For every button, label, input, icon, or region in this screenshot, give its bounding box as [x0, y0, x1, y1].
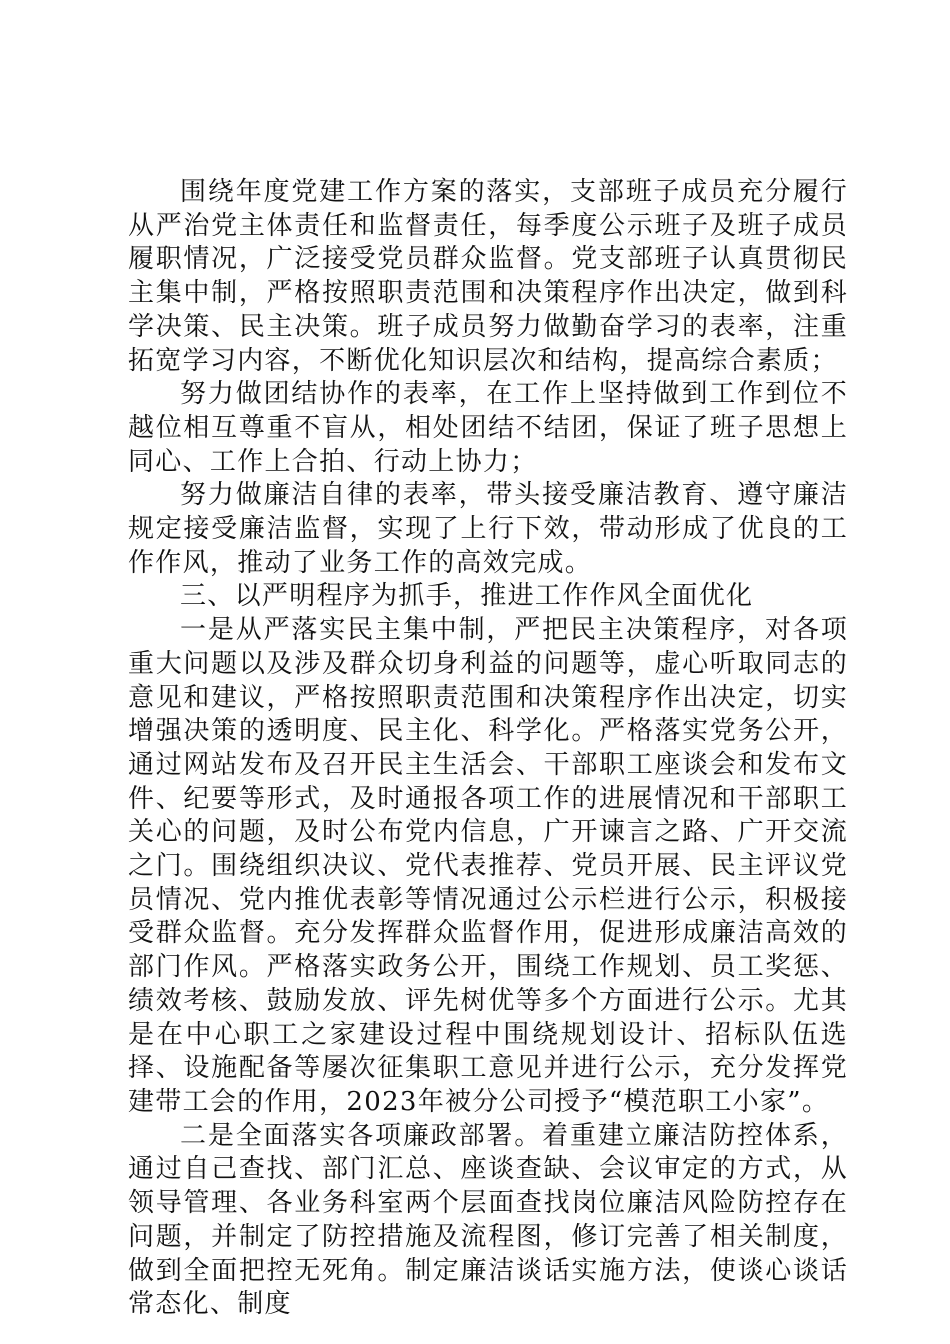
paragraph-unity: 努力做团结协作的表率，在工作上坚持做到工作到位不越位相互尊重不盲从，相处团结不结团，保证了班子思想上同心、工作上合拍、行动上协力； [128, 379, 848, 477]
paragraph-team-duties: 围绕年度党建工作方案的落实，支部班子成员充分履行从严治党主体责任和监督责任，每季度公示班子及班子成员履职情况，广泛接受党员群众监督。党支部班子认真贯彻民主集中制，严格按照职责范围和决策程序作出决定，做到科学决策、民主决策。班子成员努力做勤奋学习的表率，注重拓宽学习内容，不断优化知识层次和结构，提高综合素质； [128, 177, 848, 376]
paragraph-integrity: 努力做廉洁自律的表率，带头接受廉洁教育、遵守廉洁规定接受廉洁监督，实现了上行下效，带动形成了优良的工作作风，推动了业务工作的高效完成。 [128, 480, 848, 578]
document-body [128, 176, 848, 1322]
paragraph-democratic-centralism: 一是从严落实民主集中制，严把民主决策程序，对各项重大问题以及涉及群众切身利益的问题等，虚心听取同志的意见和建议，严格按照职责范围和决策程序作出决定，切实增强决策的透明度、民主化、科学化。严格落实党务公开，通过网站发布及召开民主生活会、干部职工座谈会和发布文件、纪要等形式，及时通报各项工作的进展情况和干部职工关心的问题，及时公布党内信息，广开谏言之路、广开交流之门。围绕组织决议、党代表推荐、党员开展、民主评议党员情况、党内推优表彰等情况通过公示栏进行公示，积极接受群众监督。充分发挥群众监督作用，促进形成廉洁高效的部门作风。严格落实政务公开，围绕工作规划、员工奖惩、绩效考核、鼓励发放、评先树优等多个方面进行公示。尤其是在中心职工之家建设过程中围绕规划设计、招标队伍选择、设施配备等屡次征集职工意见并进行公示，充分发挥党建带工会的作用，2023年被分公司授予“模范职工小家”。 [128, 615, 848, 1117]
paragraph-integrity-deployment: 二是全面落实各项廉政部署。着重建立廉洁防控体系，通过自己查找、部门汇总、座谈查缺、会议审定的方式，从领导管理、各业务科室两个层面查找岗位廉洁风险防控存在问题，并制定了防控措施及流程图，修订完善了相关制度，做到全面把控无死角。制定廉洁谈话实施方法，使谈心谈话常态化、制度 [128, 1120, 848, 1320]
section-heading-3: 三、以严明程序为抓手，推进工作作风全面优化 [180, 581, 754, 612]
